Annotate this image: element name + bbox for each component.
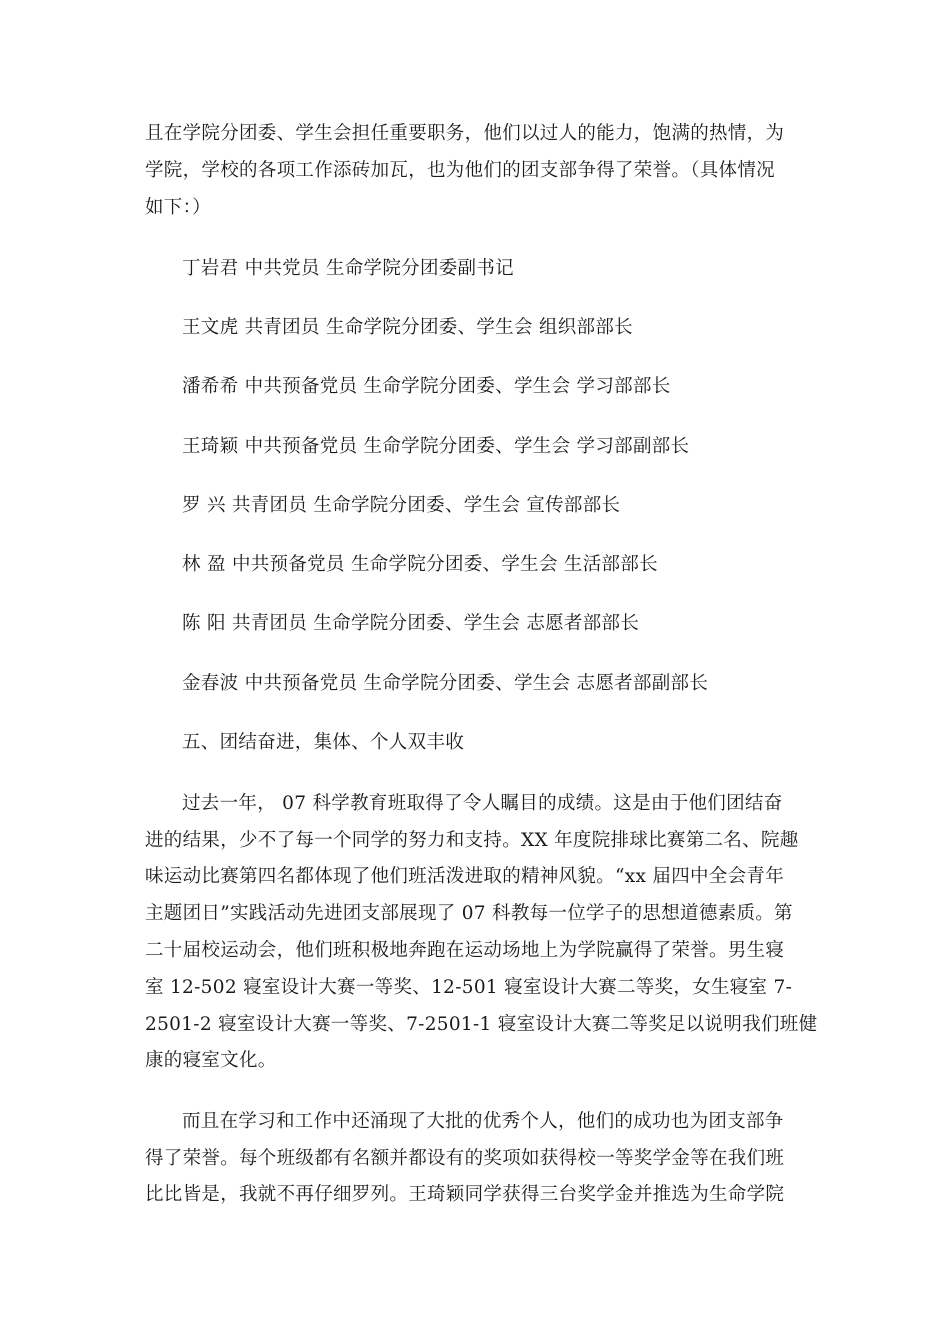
member-line: 罗 兴 共青团员 生命学院分团委、学生会 宣传部部长	[182, 495, 621, 516]
intro-line-1: 且在学院分团委、学生会担任重要职务，他们以过人的能力，饱满的热情，为	[145, 123, 785, 144]
paragraph-1-line: 2501-2 寝室设计大赛一等奖、7-2501-1 寝室设计大赛二等奖足以说明我们班健	[145, 1014, 818, 1035]
member-line: 林 盈 中共预备党员 生命学院分团委、学生会 生活部部长	[182, 554, 658, 575]
member-line: 王文虎 共青团员 生命学院分团委、学生会 组织部部长	[182, 317, 633, 338]
paragraph-1-line: 主题团日”实践活动先进团支部展现了 07 科教每一位学子的思想道德素质。第	[145, 903, 793, 924]
paragraph-2-line: 而且在学习和工作中还涌现了大批的优秀个人，他们的成功也为团支部争	[182, 1111, 784, 1132]
paragraph-1-line: 室 12-502 寝室设计大赛一等奖、12-501 寝室设计大赛二等奖，女生寝室 7-	[145, 977, 793, 998]
member-line: 丁岩君 中共党员 生命学院分团委副书记	[182, 258, 514, 279]
paragraph-1-line: 康的寝室文化。	[145, 1050, 277, 1071]
member-line: 王琦颖 中共预备党员 生命学院分团委、学生会 学习部副部长	[182, 436, 690, 457]
section-heading: 五、团结奋进，集体、个人双丰收	[182, 732, 465, 753]
intro-line-3: 如下：）	[145, 197, 211, 218]
member-line: 陈 阳 共青团员 生命学院分团委、学生会 志愿者部部长	[182, 613, 640, 634]
paragraph-1-line: 过去一年， 07 科学教育班取得了令人瞩目的成绩。这是由于他们团结奋	[182, 793, 783, 814]
paragraph-2-line: 比比皆是，我就不再仔细罗列。王琦颖同学获得三台奖学金并推选为生命学院	[145, 1184, 785, 1205]
paragraph-1-line: 进的结果，少不了每一个同学的努力和支持。XX 年度院排球比赛第二名、院趣	[145, 830, 799, 851]
paragraph-1-line: 味运动比赛第四名都体现了他们班活泼进取的精神风貌。“xx 届四中全会青年	[145, 866, 785, 887]
paragraph-1-line: 二十届校运动会，他们班积极地奔跑在运动场地上为学院赢得了荣誉。男生寝	[145, 940, 785, 961]
member-line: 金春波 中共预备党员 生命学院分团委、学生会 志愿者部副部长	[182, 673, 709, 694]
paragraph-2-line: 得了荣誉。每个班级都有名额并都设有的奖项如获得校一等奖学金等在我们班	[145, 1148, 785, 1169]
member-line: 潘希希 中共预备党员 生命学院分团委、学生会 学习部部长	[182, 376, 671, 397]
intro-line-2: 学院，学校的各项工作添砖加瓦，也为他们的团支部争得了荣誉。（具体情况	[145, 160, 775, 181]
